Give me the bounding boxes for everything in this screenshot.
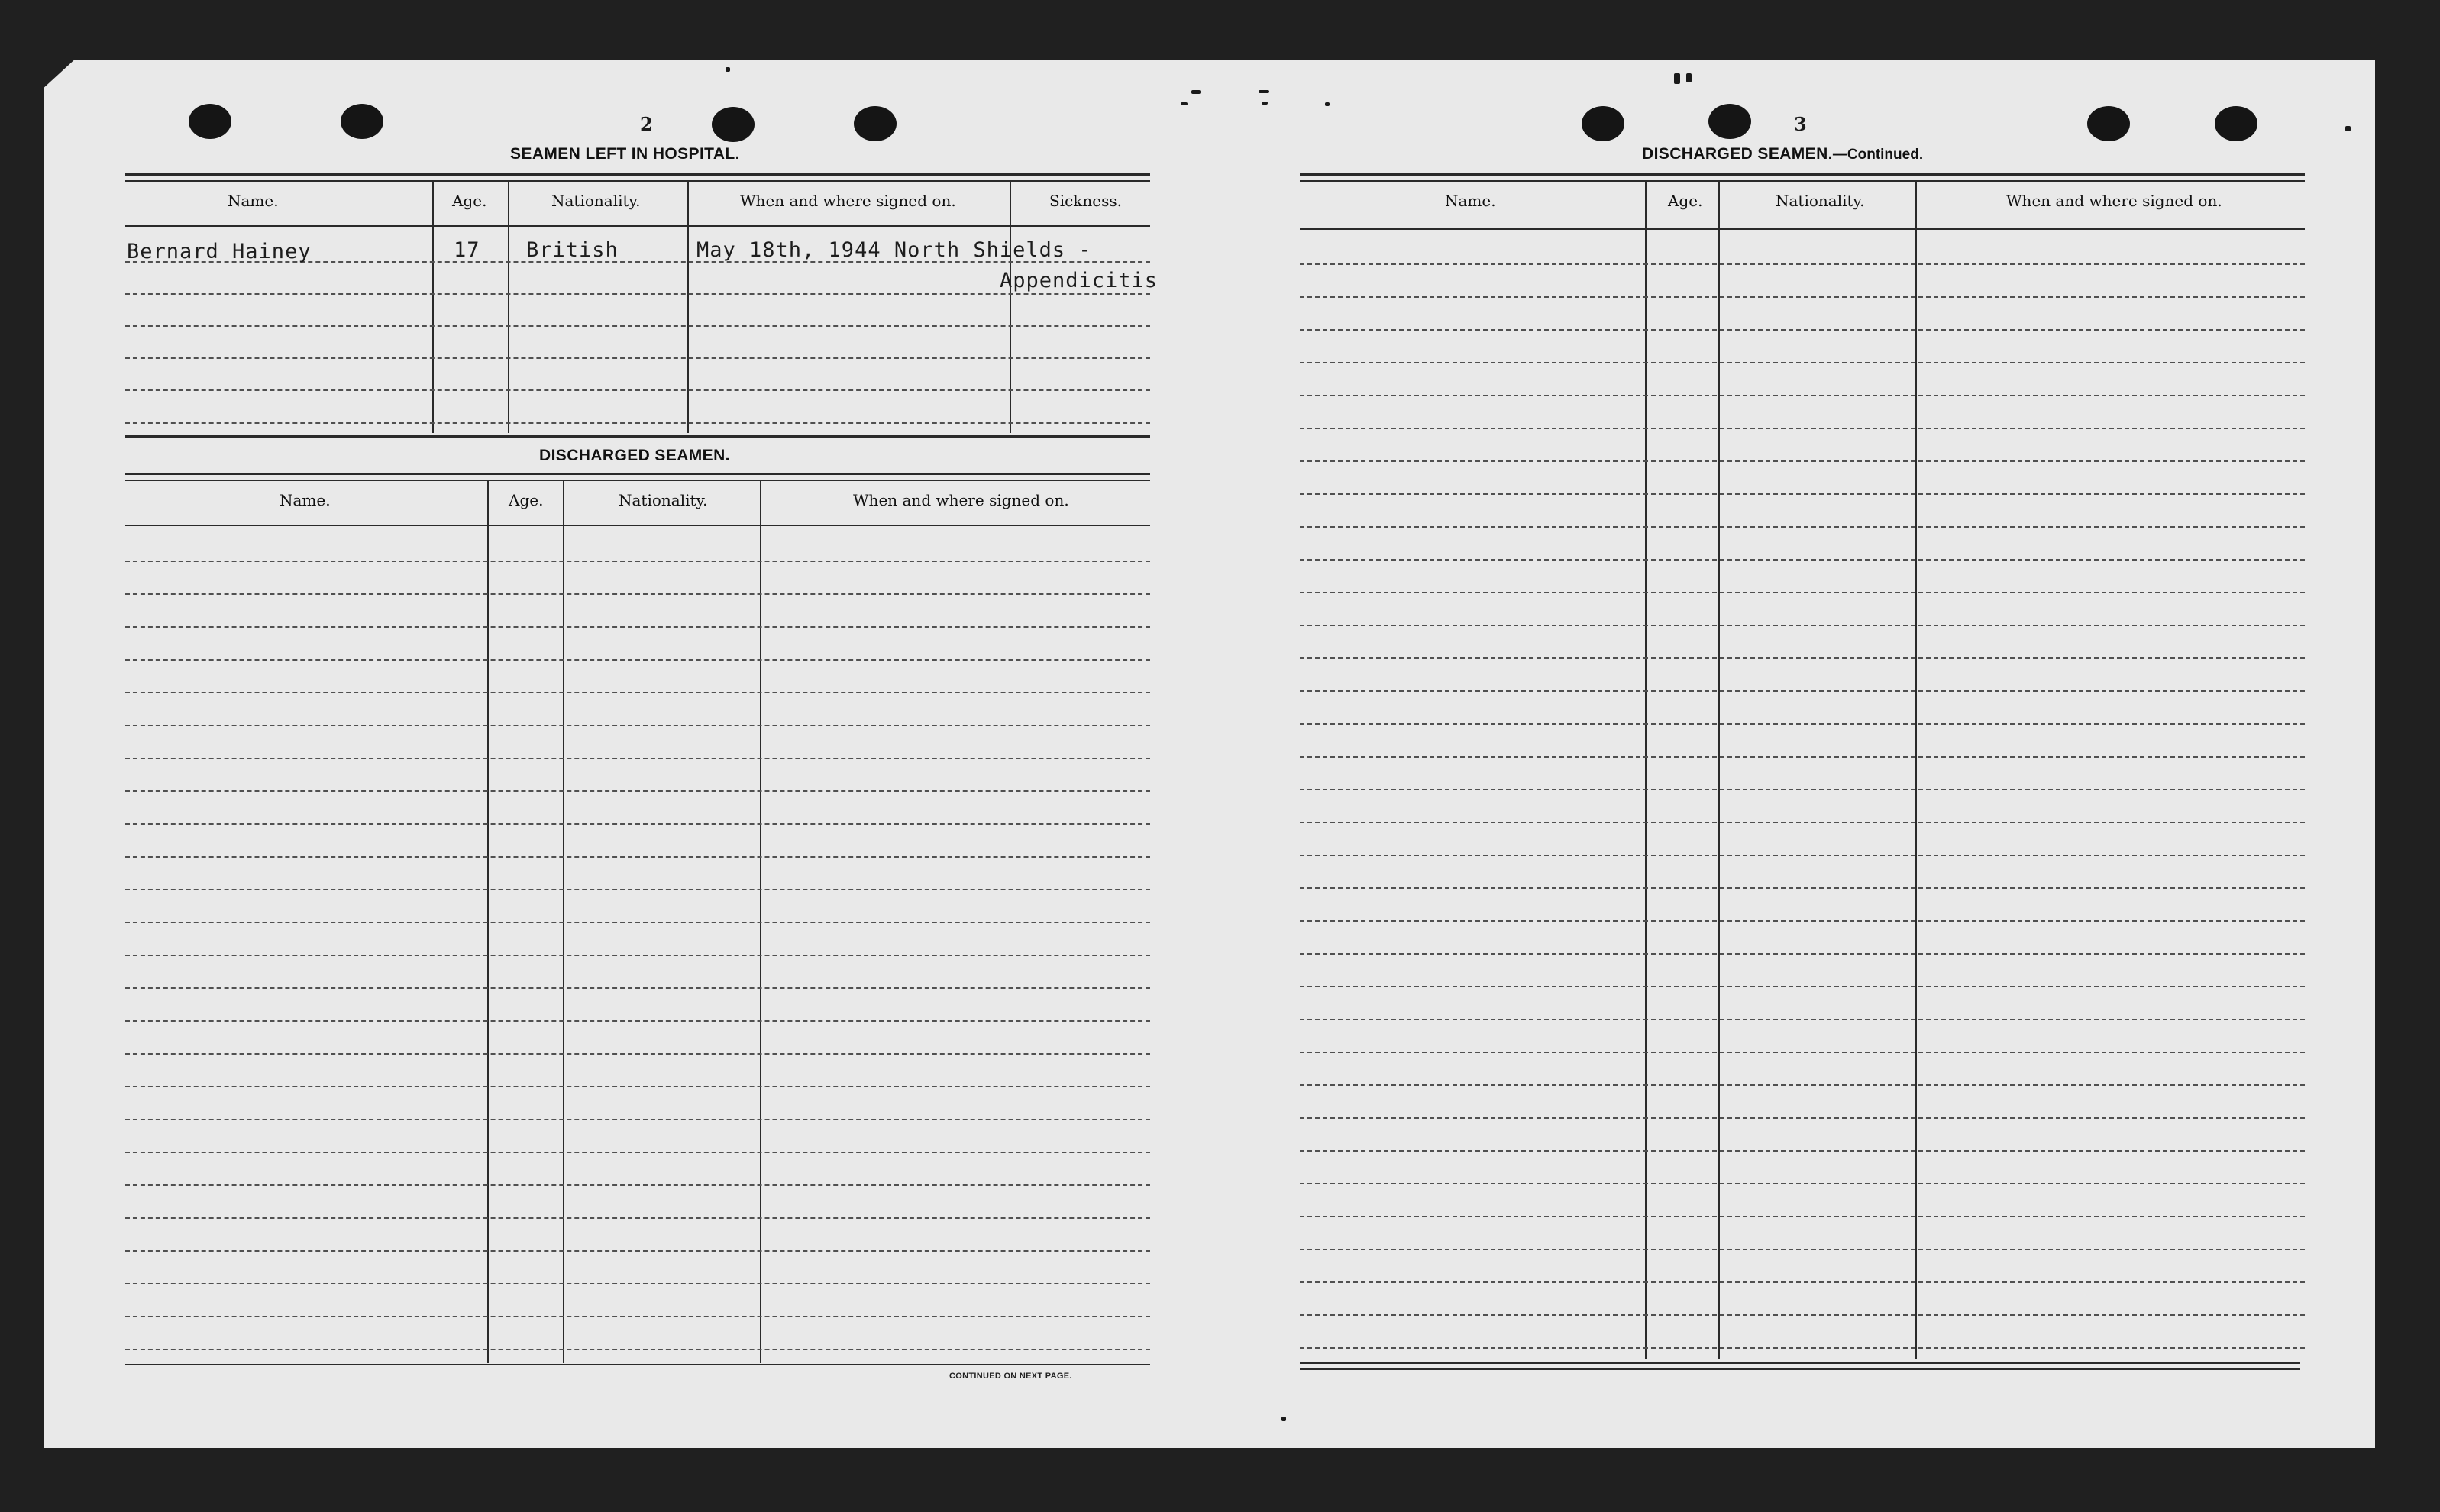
- dotted-row-line: [125, 422, 1150, 424]
- dotted-row-line: [1300, 625, 2305, 626]
- dotted-row-line: [125, 692, 1150, 693]
- rule: [125, 1364, 1150, 1365]
- rule: [125, 173, 1150, 176]
- rule: [1300, 180, 2305, 182]
- dotted-row-line: [125, 1020, 1150, 1022]
- dotted-row-line: [125, 325, 1150, 327]
- dotted-row-line: [1300, 953, 2305, 955]
- dotted-row-line: [125, 1053, 1150, 1055]
- rule: [125, 435, 1150, 438]
- dotted-row-line: [1300, 887, 2305, 889]
- dotted-row-line: [1300, 1084, 2305, 1086]
- rule: [1300, 1362, 2300, 1364]
- dotted-row-line: [125, 1152, 1150, 1153]
- punch-hole: [1582, 106, 1624, 141]
- column-divider: [432, 181, 434, 433]
- punch-hole: [2215, 106, 2257, 141]
- dotted-row-line: [1300, 428, 2305, 429]
- punch-hole: [854, 106, 897, 141]
- dotted-row-line: [1300, 1117, 2305, 1119]
- column-divider: [1718, 181, 1720, 1359]
- dotted-row-line: [125, 293, 1150, 295]
- dotted-row-line: [125, 725, 1150, 726]
- dotted-row-line: [1300, 855, 2305, 856]
- punch-hole: [341, 104, 383, 139]
- dotted-row-line: [125, 1184, 1150, 1186]
- hospital-col-sickness: Sickness.: [1049, 192, 1123, 210]
- speck: [1181, 102, 1188, 105]
- dotted-row-line: [1300, 493, 2305, 495]
- dotted-row-line: [125, 593, 1150, 595]
- dotted-row-line: [1300, 920, 2305, 922]
- speck: [726, 67, 730, 72]
- hospital-entry-name: Bernard Hainey: [127, 240, 312, 263]
- dotted-row-line: [1300, 460, 2305, 462]
- speck: [1262, 102, 1268, 105]
- discharged-section-title: DISCHARGED SEAMEN.: [539, 447, 730, 464]
- rule: [125, 525, 1150, 526]
- dotted-row-line: [1300, 1314, 2305, 1316]
- dotted-row-line: [125, 357, 1150, 359]
- page-number-right: 3: [1794, 113, 1807, 135]
- speck: [2345, 126, 2351, 131]
- dotted-row-line: [1300, 1281, 2305, 1283]
- dotted-row-line: [1300, 395, 2305, 396]
- dotted-row-line: [125, 1283, 1150, 1284]
- discharged-col-signed-on: When and where signed on.: [853, 491, 1069, 509]
- dotted-row-line: [125, 389, 1150, 391]
- speck: [1674, 73, 1680, 84]
- dotted-row-line: [125, 626, 1150, 628]
- rule: [1300, 1368, 2300, 1370]
- rule: [125, 225, 1150, 227]
- dotted-row-line: [125, 758, 1150, 759]
- dotted-row-line: [125, 889, 1150, 890]
- continued-footnote: CONTINUED ON NEXT PAGE.: [949, 1371, 1072, 1381]
- dotted-row-line: [1300, 329, 2305, 331]
- speck: [1325, 102, 1330, 106]
- dotted-row-line: [125, 955, 1150, 956]
- continued-col-age: Age.: [1668, 192, 1703, 210]
- rule: [1300, 173, 2305, 176]
- hospital-col-signed-on: When and where signed on.: [740, 192, 956, 210]
- rule: [125, 473, 1150, 475]
- document-sheet: [44, 60, 2375, 1448]
- dotted-row-line: [1300, 756, 2305, 758]
- dotted-row-line: [125, 1119, 1150, 1120]
- speck: [1281, 1417, 1286, 1421]
- hospital-entry-age: 17: [454, 238, 480, 262]
- dotted-row-line: [1300, 526, 2305, 528]
- rule: [1300, 228, 2305, 230]
- dotted-row-line: [1300, 1019, 2305, 1020]
- hospital-col-nationality: Nationality.: [551, 192, 641, 210]
- column-divider: [1010, 181, 1011, 433]
- punch-hole: [712, 107, 755, 142]
- speck: [1686, 73, 1692, 82]
- dotted-row-line: [1300, 1150, 2305, 1152]
- dotted-row-line: [125, 790, 1150, 792]
- discharged-continued-title-suffix: —Continued.: [1832, 147, 1924, 163]
- dotted-row-line: [1300, 657, 2305, 659]
- punch-hole: [189, 104, 231, 139]
- rule: [125, 180, 1150, 182]
- column-divider: [508, 181, 509, 433]
- dotted-row-line: [125, 561, 1150, 562]
- dotted-row-line: [125, 1316, 1150, 1317]
- dotted-row-line: [1300, 789, 2305, 790]
- page-number-left: 2: [640, 113, 653, 135]
- hospital-entry-sickness: Appendicitis: [1000, 269, 1159, 292]
- dotted-row-line: [1300, 1216, 2305, 1217]
- dotted-row-line: [125, 856, 1150, 858]
- hospital-col-name: Name.: [228, 192, 279, 210]
- dotted-row-line: [1300, 986, 2305, 987]
- continued-col-nationality: Nationality.: [1776, 192, 1865, 210]
- continued-col-name: Name.: [1445, 192, 1496, 210]
- hospital-col-age: Age.: [452, 192, 487, 210]
- discharged-col-name: Name.: [280, 491, 331, 509]
- continued-col-signed-on: When and where signed on.: [2006, 192, 2222, 210]
- dotted-row-line: [1300, 690, 2305, 692]
- column-divider: [1915, 181, 1917, 1359]
- punch-hole: [2087, 106, 2130, 141]
- dotted-row-line: [1300, 723, 2305, 725]
- dotted-row-line: [1300, 1347, 2305, 1349]
- dotted-row-line: [125, 1250, 1150, 1252]
- dotted-row-line: [1300, 822, 2305, 823]
- hospital-entry-nationality: British: [526, 238, 619, 262]
- dotted-row-line: [125, 823, 1150, 825]
- dotted-row-line: [1300, 1249, 2305, 1250]
- discharged-continued-title-main: DISCHARGED SEAMEN.: [1642, 145, 1833, 163]
- rule: [125, 480, 1150, 481]
- dotted-row-line: [125, 1086, 1150, 1087]
- dotted-row-line: [125, 659, 1150, 661]
- discharged-col-age: Age.: [509, 491, 544, 509]
- dotted-row-line: [1300, 1183, 2305, 1184]
- dotted-row-line: [125, 1217, 1150, 1219]
- dotted-row-line: [1300, 559, 2305, 561]
- dotted-row-line: [125, 922, 1150, 923]
- dotted-row-line: [1300, 362, 2305, 363]
- punch-hole: [1708, 104, 1751, 139]
- dotted-row-line: [125, 1349, 1150, 1350]
- hospital-entry-signed-on: May 18th, 1944 North Shields -: [696, 238, 1092, 262]
- discharged-col-nationality: Nationality.: [619, 491, 708, 509]
- dotted-row-line: [125, 987, 1150, 989]
- dotted-row-line: [1300, 296, 2305, 298]
- discharged-continued-title: [1642, 145, 1923, 163]
- column-divider: [687, 181, 689, 433]
- speck: [1259, 90, 1269, 93]
- dotted-row-line: [1300, 1052, 2305, 1053]
- speck: [1191, 90, 1201, 94]
- dotted-row-line: [1300, 592, 2305, 593]
- dotted-row-line: [1300, 263, 2305, 265]
- column-divider: [1645, 181, 1647, 1359]
- hospital-section-title: SEAMEN LEFT IN HOSPITAL.: [510, 145, 740, 163]
